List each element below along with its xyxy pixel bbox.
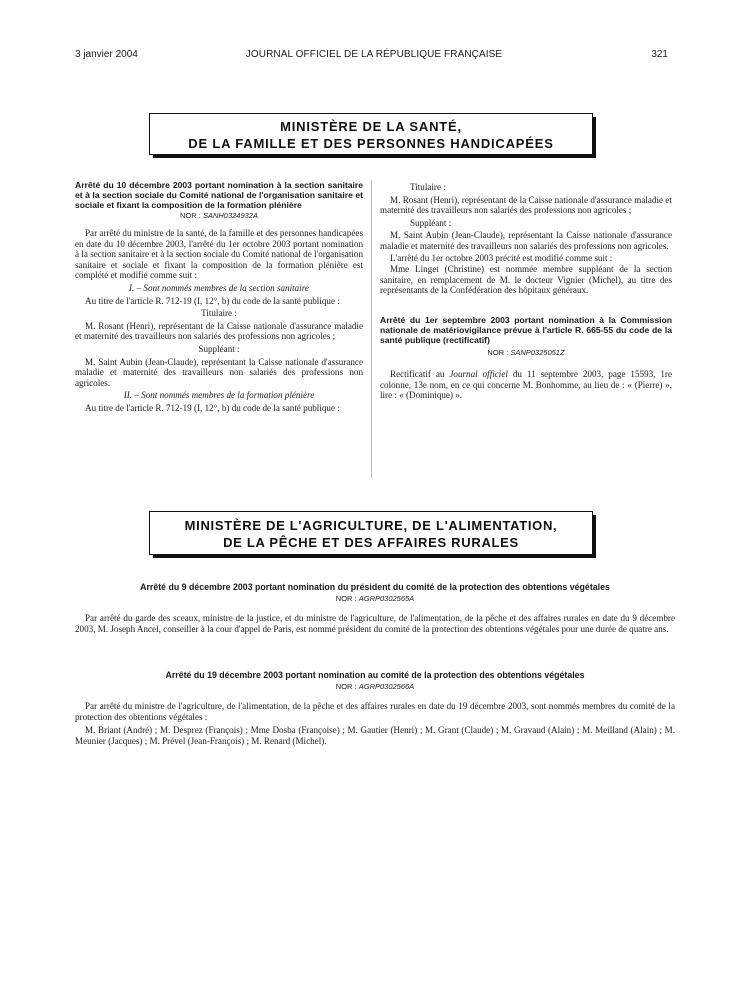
section-heading: I. – Sont nommés membres de la section sanitaire — [129, 282, 309, 293]
nor-label: NOR : — [487, 347, 509, 357]
titulaire-label: Titulaire : — [410, 182, 446, 192]
ministry-heading-sante — [149, 113, 593, 155]
column-divider — [371, 180, 372, 478]
article-text: Par arrêté du ministre de l'agriculture, de l'alimentation, de la pêche et des affaires rurales en date du 19 décembre 2003, sont nommés membres du comité de la protection des obtentions végétales : — [75, 701, 675, 722]
article-text: Par arrêté du garde des sceaux, ministre de la justice, et du ministre de l'agriculture, de l'alimentation, de la pêche et des affaires rurales en date du 9 décembre 2003, M. Joseph Ancel, conseiller à la cour d'appel de Paris, est nommé président du comité de la protection des obtentions végétales pour une durée de quatre ans. — [75, 613, 675, 634]
nor-label: NOR : — [180, 211, 201, 220]
right-column — [380, 180, 672, 402]
nor-code: SANP0325051Z — [510, 347, 565, 357]
suppleant-label: Suppléant : — [198, 343, 240, 354]
nor-label: NOR : — [335, 682, 357, 691]
section-heading: II. – Sont nommés membres de la formation plénière — [123, 390, 315, 401]
nor-label: NOR : — [335, 594, 357, 603]
article-intro: Par arrêté du ministre de la santé, de la famille et des personnes handicapées en date du 10 décembre 2003, l'arrêté du 1er octobre 2003 portant nomination à la section sanitaire et à la section sociale du Comité national de l'organisation sanitaire et sociale et fixant la composition de la formation plénière est complété et modifié comme suit : — [75, 228, 363, 281]
article-title: Arrêté du 19 décembre 2003 portant nomination au comité de la protection des obtentions végétales — [165, 670, 585, 680]
section-text: Au titre de l'article R. 712-19 (I, 12°, b) du code de la santé publique : — [85, 402, 340, 413]
section-text: Au titre de l'article R. 712-19 (I, 12°, b) du code de la santé publique : — [85, 295, 340, 306]
nor-code: SANH0324932A — [202, 211, 258, 220]
nor-code: AGRP0302565A — [358, 594, 415, 603]
page-date: 3 janvier 2004 — [75, 49, 138, 60]
nor-code: AGRP0302566A — [358, 682, 415, 691]
article-members — [75, 670, 675, 747]
article-president — [75, 582, 675, 635]
ministry-heading-line1: MINISTÈRE DE L'AGRICULTURE, DE L'ALIMENTATION, — [184, 518, 558, 533]
ministry-heading-line2: DE LA PÊCHE ET DES AFFAIRES RURALES — [223, 535, 519, 550]
article-title: Arrêté du 10 décembre 2003 portant nomination à la section sanitaire et à la section sociale du Comité national de l'organisation sanitaire et sociale et fixant la composition de la formation plénière — [75, 180, 363, 210]
left-column — [75, 180, 363, 415]
ministry-heading-line1: MINISTÈRE DE LA SANTÉ, — [280, 119, 462, 134]
titulaire-label: Titulaire : — [201, 308, 237, 319]
ministry-heading-line2: DE LA FAMILLE ET DES PERSONNES HANDICAPÉES — [188, 136, 554, 151]
page-number: 321 — [651, 49, 668, 60]
article-title: Arrêté du 9 décembre 2003 portant nomination du président du comité de la protection des obtentions végétales — [140, 582, 610, 592]
suppleant-label: Suppléant : — [410, 217, 452, 228]
nor-reference — [75, 594, 675, 603]
suppleant-text: M. Saint Aubin (Jean-Claude), représentant la Caisse nationale d'assurance maladie et maternité des travailleurs non salariés des professions non agricoles. — [380, 230, 672, 251]
modification-text: L'arrêté du 1er octobre 2003 précité est modifié comme suit : — [390, 252, 613, 263]
appointment-text: Mme Linget (Christine) est nommée membre suppléant de la section sanitaire, en remplacement de M. le docteur Vignier (Michel), au titre des représentants de la Confédération des hôpitaux généraux. — [380, 264, 672, 296]
suppleant-text: M. Saint Aubin (Jean-Claude), représentant la Caisse nationale d'assurance maladie et maternité des travailleurs non salariés des professions non agricoles. — [75, 356, 363, 388]
article-title: Arrêté du 1er septembre 2003 portant nomination à la Commission nationale de matériovigilance prévue à l'article R. 665-55 du code de la santé publique (rectificatif) — [380, 314, 672, 345]
nor-reference — [75, 211, 363, 220]
titulaire-text: M. Rosant (Henri), représentant de la Caisse nationale d'assurance maladie et maternité des travailleurs non salariés des professions non agricoles ; — [380, 194, 672, 216]
rectificatif-text: Rectificatif au Journal officiel du 11 septembre 2003, page 15593, 1re colonne, 13e nom, en ce qui concerne M. Bonhomme, au lieu de : « (Pierre) », lire : « (Dominique) ». — [380, 368, 672, 401]
ministry-heading-agriculture — [149, 511, 593, 555]
journal-title: JOURNAL OFFICIEL DE LA RÉPUBLIQUE FRANÇAISE — [245, 49, 503, 60]
titulaire-text: M. Rosant (Henri), représentant de la Caisse nationale d'assurance maladie et maternité des travailleurs non salariés des professions non agricoles ; — [75, 320, 363, 342]
nor-reference — [380, 348, 672, 357]
nor-reference — [75, 682, 675, 691]
members-list: M. Briant (André) ; M. Desprez (François) ; Mme Dosba (Françoise) ; M. Gautier (Henri) ; M. Grant (Claude) ; M. Gravaud (Alain) ; M. Meilland (Alain) ; M. Meunier (Jacques) ; M. Prével (Jean-François) ; M. Renard (Michel). — [75, 725, 675, 746]
